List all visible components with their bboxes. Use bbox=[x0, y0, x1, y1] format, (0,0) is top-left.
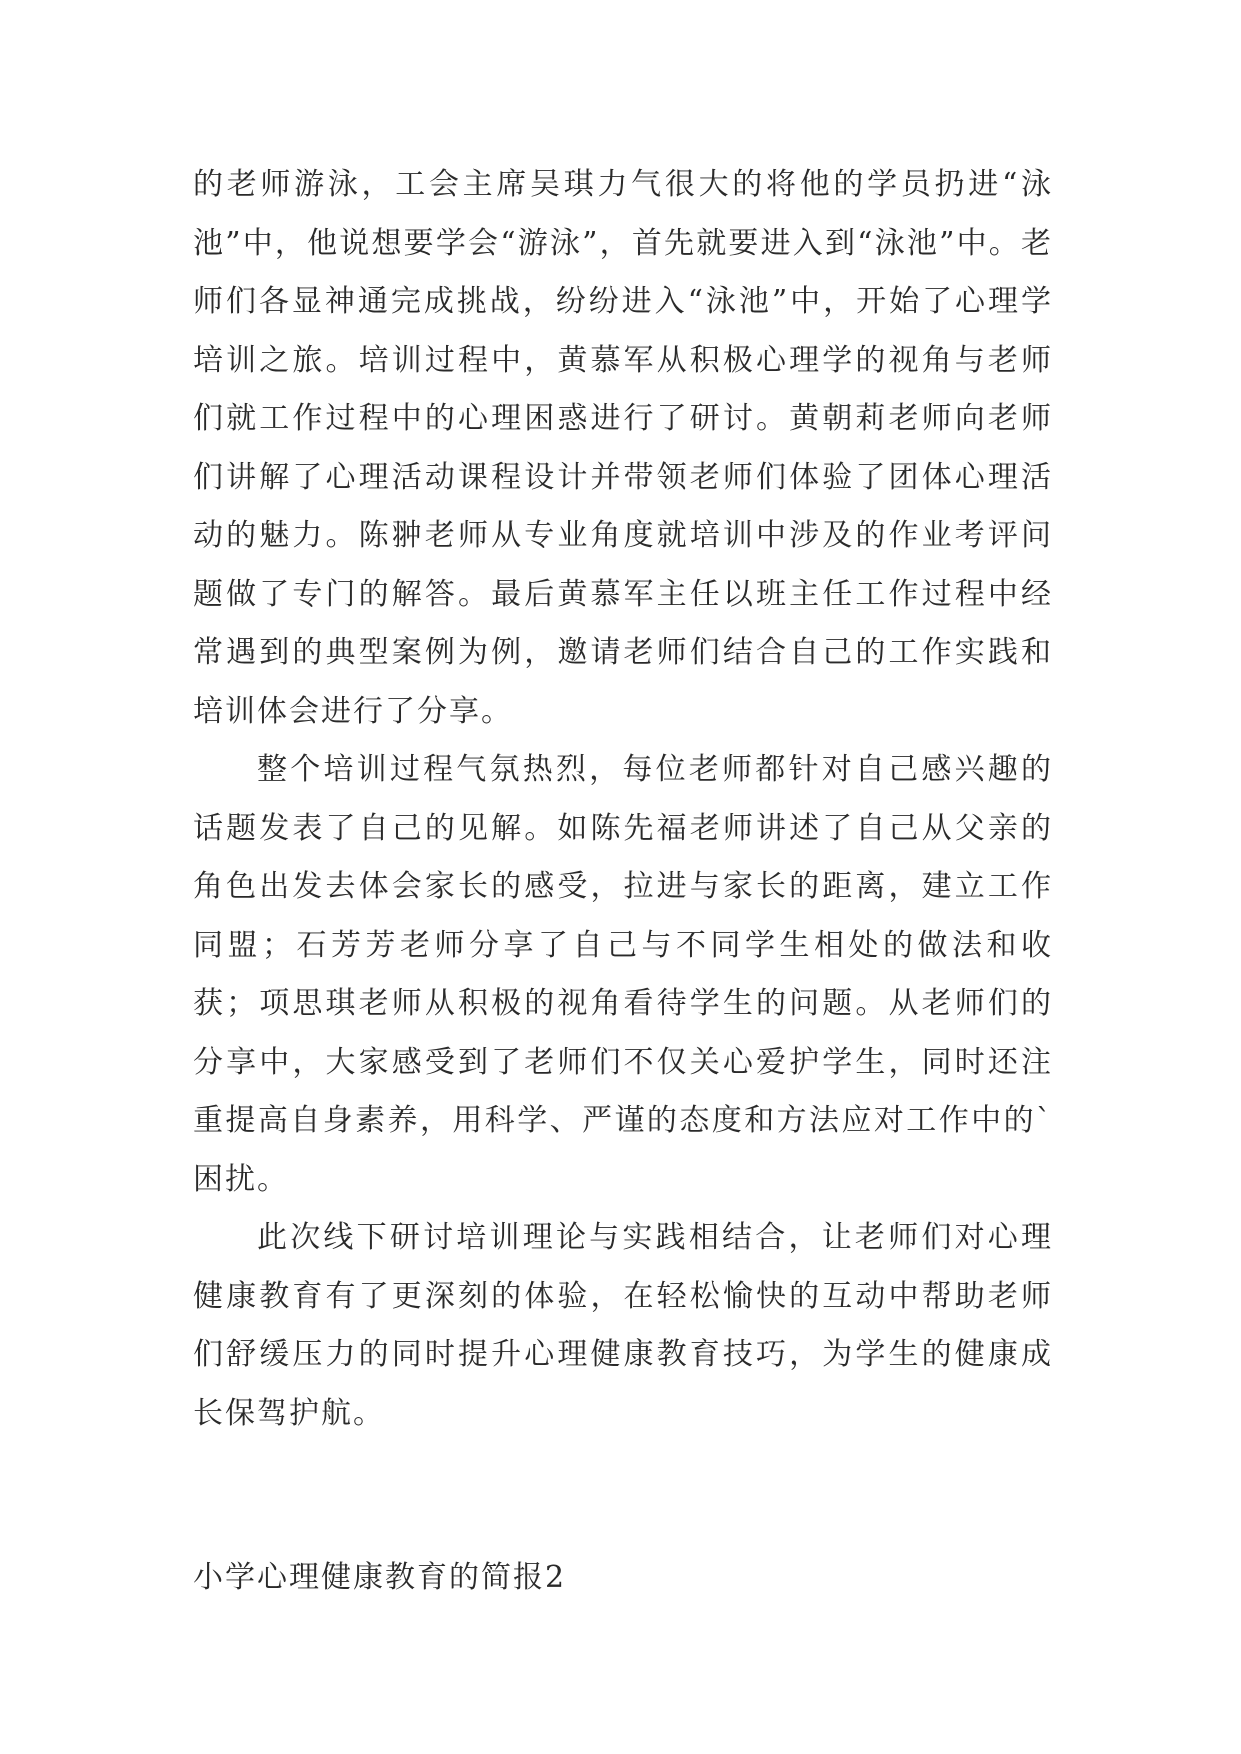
section-heading: 小学心理健康教育的简报2 bbox=[193, 1560, 567, 1595]
paragraph-conclusion: 此次线下研讨培训理论与实践相结合，让老师们对心理健康教育有了更深刻的体验，在轻松愉快的互动中帮助老师们舒缓压力的同时提升心理健康教育技巧，为学生的健康成长保驾护航。 bbox=[193, 1220, 1053, 1431]
paragraph-training-atmosphere: 整个培训过程气氛热烈，每位老师都针对自己感兴趣的话题发表了自己的见解。如陈先福老师讲述了自己从父亲的角色出发去体会家长的感受，拉进与家长的距离，建立工作同盟；石芳芳老师分享了自己与不同学生相处的做法和收获；项思琪老师从积极的视角看待学生的问题。从老师们的分享中，大家感受到了老师们不仅关心爱护学生，同时还注重提高自身素养，用科学、严谨的态度和方法应对工作中的`困扰。 bbox=[193, 752, 1053, 1197]
document-body bbox=[193, 156, 1053, 1443]
paragraph-continuation: 的老师游泳，工会主席吴琪力气很大的将他的学员扔进“泳池”中，他说想要学会“游泳”，首先就要进入到“泳池”中。老师们各显神通完成挑战，纷纷进入“泳池”中，开始了心理学培训之旅。培训过程中，黄慕军从积极心理学的视角与老师们就工作过程中的心理困惑进行了研讨。黄朝莉老师向老师们讲解了心理活动课程设计并带领老师们体验了团体心理活动的魅力。陈翀老师从专业角度就培训中涉及的作业考评问题做了专门的解答。最后黄慕军主任以班主任工作过程中经常遇到的典型案例为例，邀请老师们结合自己的工作实践和培训体会进行了分享。 bbox=[193, 167, 1053, 729]
